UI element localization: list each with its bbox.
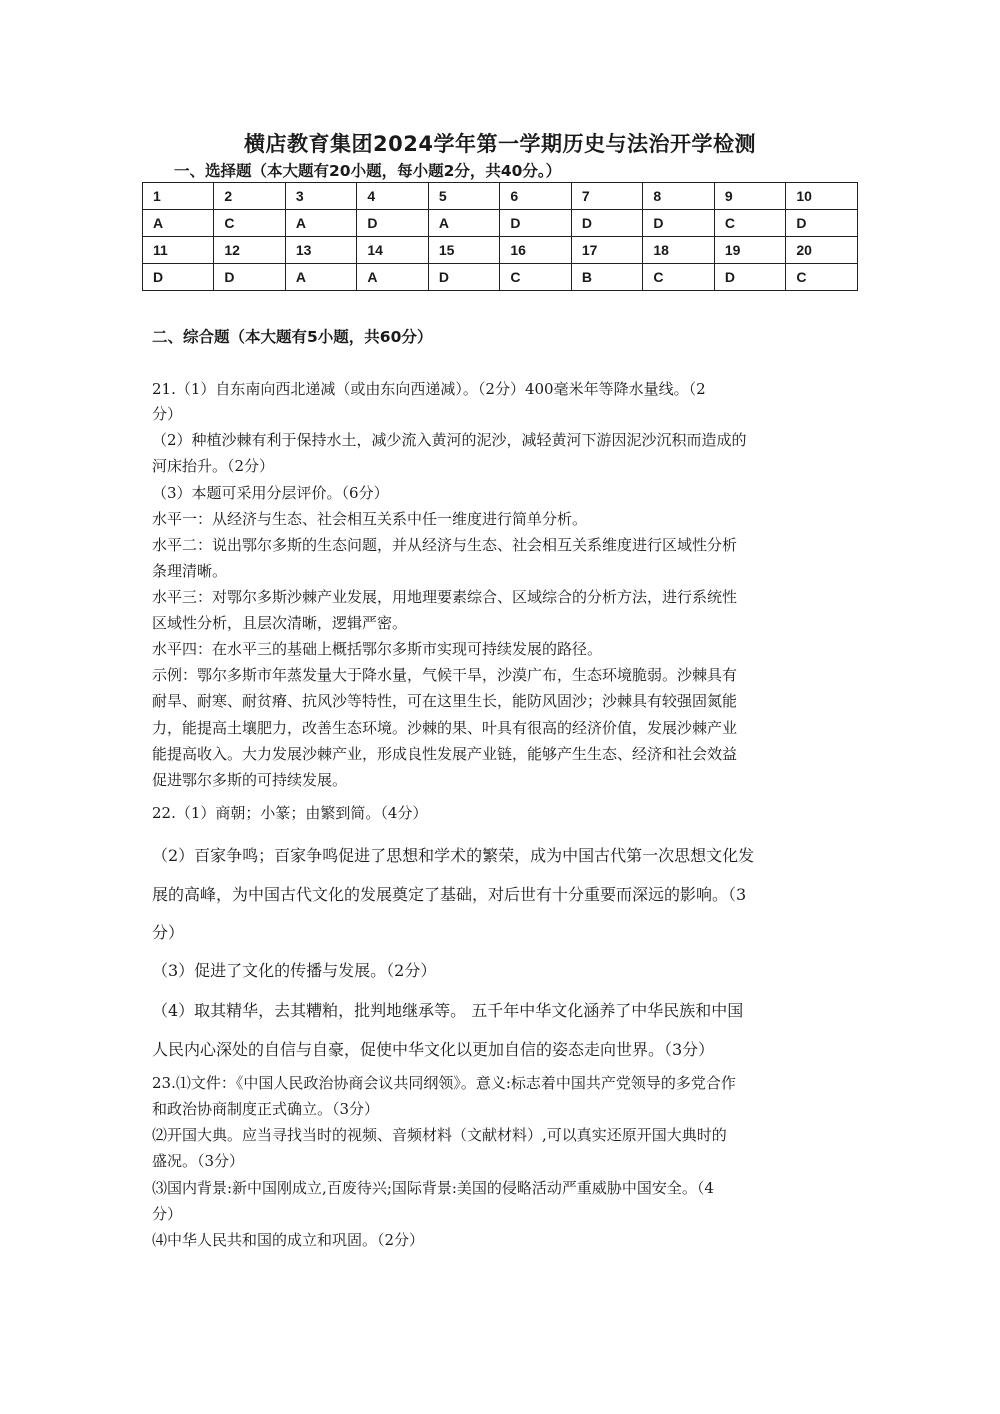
answer-cell: 1 — [143, 183, 214, 210]
answer-cell: 11 — [143, 237, 214, 264]
answer-cell: C — [500, 264, 572, 291]
q23-line: 23.⑴文件：《中国人民政治协商会议共同纲领》。意义:标志着中国共产党领导的多党合作 — [152, 1074, 736, 1092]
page-title: 横店教育集团2024学年第一学期历史与法治开学检测 — [244, 132, 756, 156]
answer-cell: 6 — [500, 183, 572, 210]
q21-line: 21.（1）自东南向西北递减（或由东向西递减）。（2分）400毫米年等降水量线。（2 — [152, 380, 706, 398]
answer-row — [143, 237, 858, 264]
answer-cell: B — [571, 264, 643, 291]
answer-cell: 15 — [428, 237, 500, 264]
answer-cell: 2 — [214, 183, 286, 210]
q22-line: 22.（1）商朝；小篆；由繁到简。（4分） — [152, 804, 428, 822]
q21-line: 区域性分析，且层次清晰，逻辑严密。 — [152, 614, 408, 632]
q23-line: 分） — [152, 1205, 183, 1223]
answer-cell: 10 — [786, 183, 858, 210]
answer-cell: D — [500, 210, 572, 237]
answer-cell: A — [143, 210, 214, 237]
answer-cell: C — [714, 210, 786, 237]
answer-cell: D — [143, 264, 214, 291]
answer-cell: D — [428, 264, 500, 291]
q22-line: 分） — [152, 923, 185, 942]
q21-line: 示例：鄂尔多斯市年蒸发量大于降水量，气候干旱，沙漠广布，生态环境脆弱。沙棘具有 — [152, 666, 738, 684]
answer-cell: 9 — [714, 183, 786, 210]
answer-cell: D — [571, 210, 643, 237]
answer-row — [143, 210, 858, 237]
answer-cell: C — [786, 264, 858, 291]
answer-cell: D — [643, 210, 715, 237]
answer-cell: 8 — [643, 183, 715, 210]
answer-cell: 14 — [357, 237, 429, 264]
q21-line: 水平二：说出鄂尔多斯的生态问题，并从经济与生态、社会相互关系维度进行区域性分析 — [152, 536, 738, 554]
q23-line: ⑵开国大典。应当寻找当时的视频、音频材料（文献材料）,可以真实还原开国大典时的 — [152, 1126, 727, 1144]
answer-cell: 18 — [643, 237, 715, 264]
answer-cell: 3 — [285, 183, 357, 210]
answer-cell: 5 — [428, 183, 500, 210]
answer-cell: D — [786, 210, 858, 237]
q22-line: （3）促进了文化的传播与发展。（2分） — [152, 961, 437, 980]
q23-line: ⑶国内背景:新中国刚成立,百废待兴;国际背景:美国的侵略活动严重威胁中国安全。（4 — [152, 1179, 714, 1197]
answer-cell: D — [714, 264, 786, 291]
answer-row — [143, 183, 858, 210]
answer-cell: 13 — [285, 237, 357, 264]
answer-cell: 20 — [786, 237, 858, 264]
answer-cell: D — [357, 210, 429, 237]
q22-line: （4）取其精华，去其糟粕，批判地继承等。 五千年中华文化涵养了中华民族和中国 — [152, 1001, 744, 1020]
q23-line: 盛况。（3分） — [152, 1152, 245, 1170]
answer-cell: C — [214, 210, 286, 237]
q21-line: （2）种植沙棘有利于保持水土，减少流入黄河的泥沙，减轻黄河下游因泥沙沉积而造成的 — [152, 431, 747, 449]
q21-line: 水平四：在水平三的基础上概括鄂尔多斯市实现可持续发展的路径。 — [152, 640, 603, 658]
q21-line: 力，能提高土壤肥力，改善生态环境。沙棘的果、叶具有很高的经济价值，发展沙棘产业 — [152, 719, 738, 737]
q21-line: 能提高收入。大力发展沙棘产业，形成良性发展产业链，能够产生生态、经济和社会效益 — [152, 745, 738, 763]
answer-cell: 17 — [571, 237, 643, 264]
answer-cell: A — [285, 264, 357, 291]
answer-cell: 16 — [500, 237, 572, 264]
q21-line: 条理清晰。 — [152, 562, 228, 580]
q23-line: ⑷中华人民共和国的成立和巩固。（2分） — [152, 1231, 425, 1249]
q21-line: 促进鄂尔多斯的可持续发展。 — [152, 771, 348, 789]
q22-line: 展的高峰，为中国古代文化的发展奠定了基础，对后世有十分重要而深远的影响。（3 — [152, 885, 747, 904]
q21-line: 耐旱、耐寒、耐贫瘠、抗风沙等特性，可在这里生长，能防风固沙；沙棘具有较强固氮能 — [152, 692, 738, 710]
q21-line: 水平一：从经济与生态、社会相互关系中任一维度进行简单分析。 — [152, 510, 588, 528]
q21-line: 水平三：对鄂尔多斯沙棘产业发展，用地理要素综合、区域综合的分析方法，进行系统性 — [152, 588, 738, 606]
section2-heading: 二、综合题（本大题有5小题，共60分） — [152, 328, 433, 346]
q22-line: （2）百家争鸣；百家争鸣促进了思想和学术的繁荣，成为中国古代第一次思想文化发 — [152, 846, 755, 865]
answer-table — [142, 182, 858, 291]
q21-line: （3）本题可采用分层评价。（6分） — [152, 484, 389, 502]
section1-heading: 一、选择题（本大题有20小题，每小题2分，共40分。） — [174, 162, 562, 180]
answer-row — [143, 264, 858, 291]
answer-cell: A — [285, 210, 357, 237]
answer-cell: 7 — [571, 183, 643, 210]
answer-cell: 12 — [214, 237, 286, 264]
q23-line: 和政治协商制度正式确立。（3分） — [152, 1100, 380, 1118]
q21-line: 河床抬升。（2分） — [152, 457, 275, 475]
answer-cell: 19 — [714, 237, 786, 264]
q21-line: 分） — [152, 405, 183, 423]
answer-cell: A — [428, 210, 500, 237]
answer-cell: 4 — [357, 183, 429, 210]
answer-cell: C — [643, 264, 715, 291]
q22-line: 人民内心深处的自信与自豪，促使中华文化以更加自信的姿态走向世界。（3分） — [152, 1040, 715, 1059]
answer-cell: A — [357, 264, 429, 291]
answer-cell: D — [214, 264, 286, 291]
